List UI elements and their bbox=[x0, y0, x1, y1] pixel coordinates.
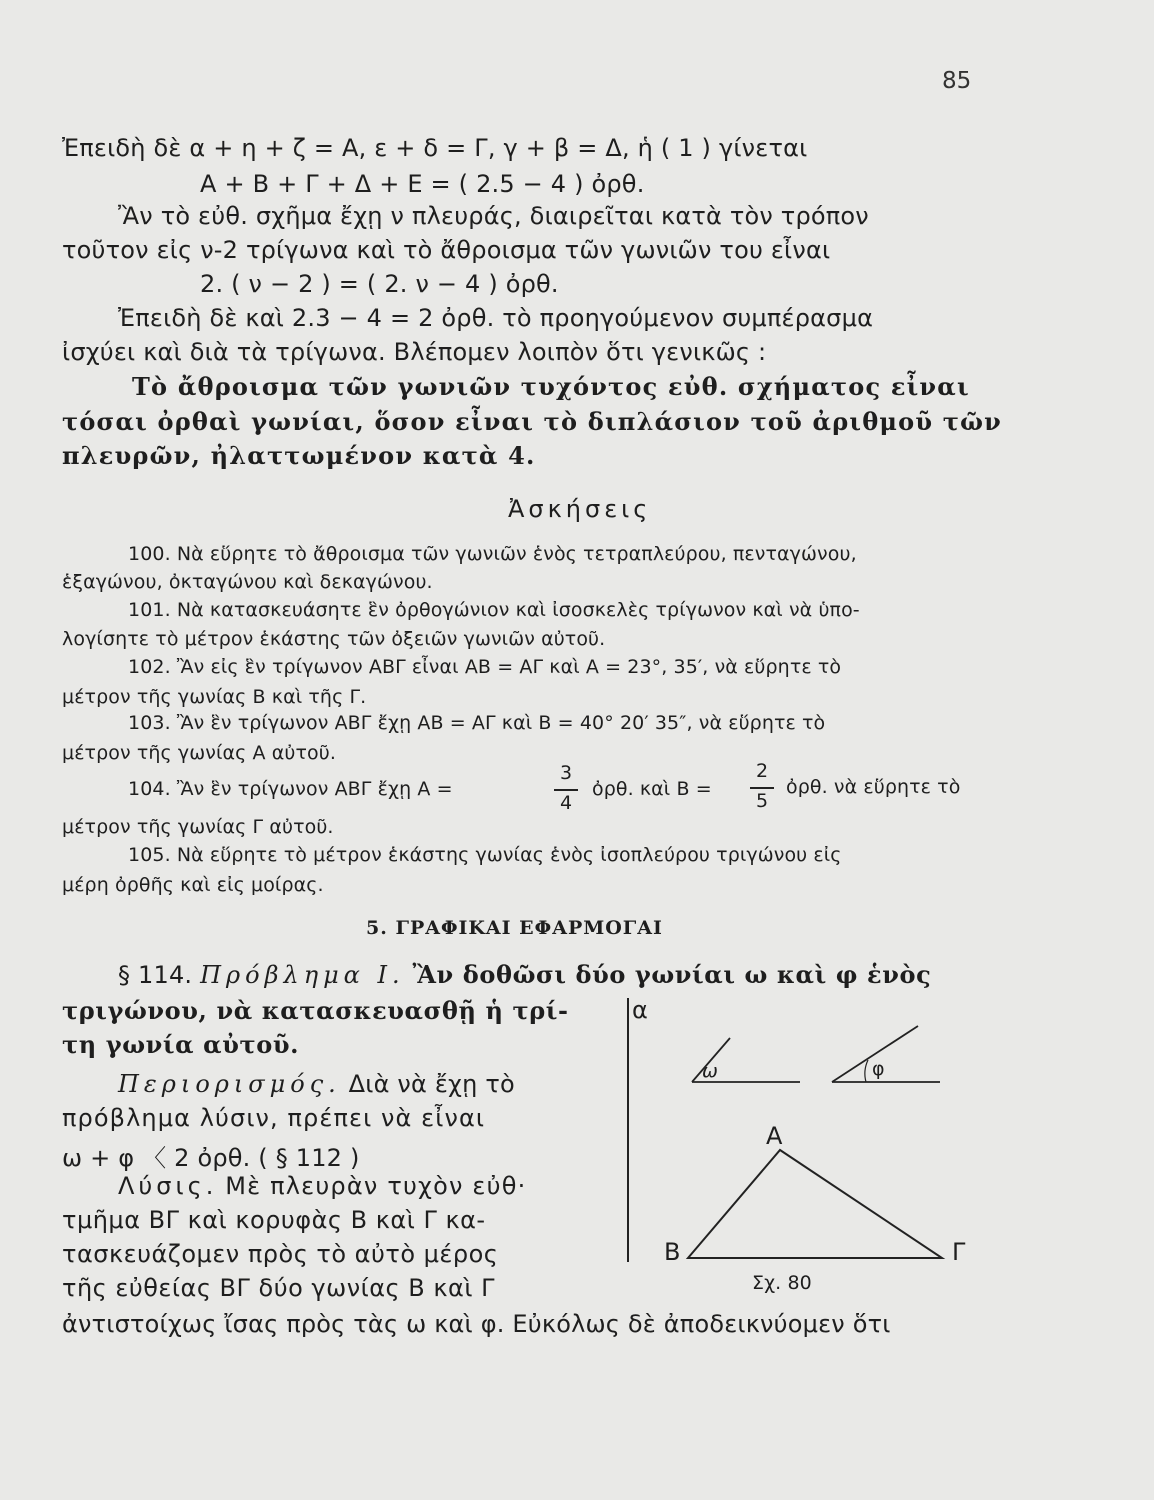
fraction-denominator: 5 bbox=[755, 790, 769, 812]
text-line: Ἐπειδὴ δὲ α + η + ζ = Α, ε + δ = Γ, γ + β = Δ, ἡ ( 1 ) γίνεται bbox=[62, 134, 808, 162]
lysis-line bbox=[118, 1172, 526, 1200]
text-line: τοῦτον εἰς ν-2 τρίγωνα καὶ τὸ ἄθροισμα τῶν γωνιῶν του εἶναι bbox=[62, 236, 831, 264]
exercise-line: 105. Νὰ εὕρητε τὸ μέτρον ἑκάστης γωνίας ἑνὸς ἰσοπλεύρου τριγώνου εἰς bbox=[128, 844, 842, 866]
section-mark: § 114. bbox=[118, 961, 193, 989]
exercise-line: μέρη ὀρθῆς καὶ εἰς μοίρας. bbox=[62, 874, 324, 896]
exercise-line: 103. Ἂν ἓν τρίγωνον ΑΒΓ ἔχῃ ΑΒ = ΑΓ καὶ Β = 40° 20′ 35″, νὰ εὕρητε τὸ bbox=[128, 712, 826, 734]
exercise-line: 100. Νὰ εὕρητε τὸ ἄθροισμα τῶν γωνιῶν ἑνὸς τετραπλεύρου, πενταγώνου, bbox=[128, 543, 857, 565]
exercise-line: 101. Νὰ κατασκευάσητε ἓν ὀρθογώνιον καὶ ἰσοσκελὲς τρίγωνον καὶ νὰ ὑπο- bbox=[128, 599, 860, 621]
theorem-line: πλευρῶν, ἠλαττωμένον κατὰ 4. bbox=[62, 441, 536, 470]
fraction-bar bbox=[554, 789, 578, 791]
angle-phi-arc bbox=[865, 1060, 868, 1082]
problem-text: Ἂν δοθῶσι δύο γωνίαι ω καὶ φ ἑνὸς bbox=[412, 960, 932, 989]
figure-label-vertex-b: Β bbox=[664, 1238, 681, 1266]
exercise-line: ὀρθ. καὶ Β = bbox=[592, 778, 712, 800]
figure-label-alpha: α bbox=[632, 996, 649, 1024]
lysis-label: Λύσις. bbox=[118, 1172, 218, 1200]
periorismos-line: πρόβλημα λύσιν, πρέπει νὰ εἶναι bbox=[62, 1104, 486, 1132]
exercise-line: ὀρθ. νὰ εὕρητε τὸ bbox=[786, 776, 961, 798]
section-heading: 5. ΓΡΑΦΙΚΑΙ ΕΦΑΡΜΟΓΑΙ bbox=[366, 917, 663, 939]
lysis-line: τμῆμα ΒΓ καὶ κορυφὰς Β καὶ Γ κα- bbox=[62, 1206, 486, 1234]
exercise-line: 104. Ἂν ἓν τρίγωνον ΑΒΓ ἔχῃ Α = bbox=[128, 778, 453, 800]
figure-label-omega: ω bbox=[702, 1060, 719, 1082]
exercise-line: 102. Ἂν εἰς ἓν τρίγωνον ΑΒΓ εἶναι ΑΒ = ΑΓ καὶ Α = 23°, 35′, νὰ εὕρητε τὸ bbox=[128, 656, 842, 678]
periorismos-text: Διὰ νὰ ἔχῃ τὸ bbox=[348, 1070, 515, 1098]
periorismos-label: Περιορισμός. bbox=[118, 1070, 341, 1098]
theorem-line: Τὸ ἄθροισμα τῶν γωνιῶν τυχόντος εὐθ. σχήματος εἶναι bbox=[132, 372, 970, 401]
lysis-line: τῆς εὐθείας ΒΓ δύο γωνίας Β καὶ Γ bbox=[62, 1274, 495, 1302]
exercise-line: μέτρον τῆς γωνίας Γ αὐτοῦ. bbox=[62, 816, 334, 838]
lysis-line: ἀντιστοίχως ἴσας πρὸς τὰς ω καὶ φ. Εὐκόλως δὲ ἀποδεικνύομεν ὅτι bbox=[62, 1310, 891, 1338]
fraction-bar bbox=[750, 787, 774, 789]
exercise-line: μέτρον τῆς γωνίας Α αὐτοῦ. bbox=[62, 742, 336, 764]
figure-label-vertex-a: Α bbox=[766, 1122, 783, 1150]
lysis-line: τασκευάζομεν πρὸς τὸ αὐτὸ μέρος bbox=[62, 1240, 499, 1268]
problem-label: Πρόβλημα Ι. bbox=[200, 961, 405, 989]
page-number: 85 bbox=[942, 68, 972, 94]
figure-label-vertex-g: Γ bbox=[952, 1238, 966, 1266]
periorismos-line bbox=[118, 1070, 515, 1098]
problem-line bbox=[118, 960, 931, 989]
fraction-denominator: 4 bbox=[559, 792, 573, 814]
problem-line: τριγώνου, νὰ κατασκευασθῇ ἡ τρί- bbox=[62, 996, 569, 1025]
fraction-numerator: 2 bbox=[755, 760, 769, 782]
text-line: Ἐπειδὴ δὲ καὶ 2.3 − 4 = 2 ὀρθ. τὸ προηγούμενον συμπέρασμα bbox=[118, 304, 874, 332]
equation-line: Α + Β + Γ + Δ + Ε = ( 2.5 − 4 ) ὀρθ. bbox=[200, 170, 645, 198]
equation-line: 2. ( ν − 2 ) = ( 2. ν − 4 ) ὀρθ. bbox=[200, 270, 559, 298]
exercise-line: λογίσητε τὸ μέτρον ἑκάστης τῶν ὀξειῶν γωνιῶν αὐτοῦ. bbox=[62, 628, 606, 650]
figure-80 bbox=[600, 990, 1000, 1310]
fraction-numerator: 3 bbox=[559, 762, 573, 784]
text-line: ἰσχύει καὶ διὰ τὰ τρίγωνα. Βλέπομεν λοιπὸν ὅτι γενικῶς : bbox=[62, 338, 767, 366]
exercise-line: ἑξαγώνου, ὀκταγώνου καὶ δεκαγώνου. bbox=[62, 571, 433, 593]
figure-caption: Σχ. 80 bbox=[752, 1272, 812, 1294]
figure-label-phi: φ bbox=[872, 1058, 885, 1080]
theorem-line: τόσαι ὀρθαὶ γωνίαι, ὅσον εἶναι τὸ διπλάσιον τοῦ ἀριθμοῦ τῶν bbox=[62, 407, 1003, 436]
periorismos-line: ω + φ 〈 2 ὀρθ. ( § 112 ) bbox=[62, 1144, 360, 1172]
text-line: Ἂν τὸ εὐθ. σχῆμα ἔχῃ ν πλευράς, διαιρεῖται κατὰ τὸν τρόπον bbox=[118, 202, 869, 230]
exercise-line: μέτρον τῆς γωνίας Β καὶ τῆς Γ. bbox=[62, 686, 367, 708]
problem-line: τη γωνία αὐτοῦ. bbox=[62, 1030, 300, 1059]
lysis-text: Μὲ πλευρὰν τυχὸν εὐθ· bbox=[225, 1172, 527, 1200]
exercises-heading: Ἀσκήσεις bbox=[508, 495, 652, 523]
triangle-abg bbox=[688, 1150, 942, 1258]
